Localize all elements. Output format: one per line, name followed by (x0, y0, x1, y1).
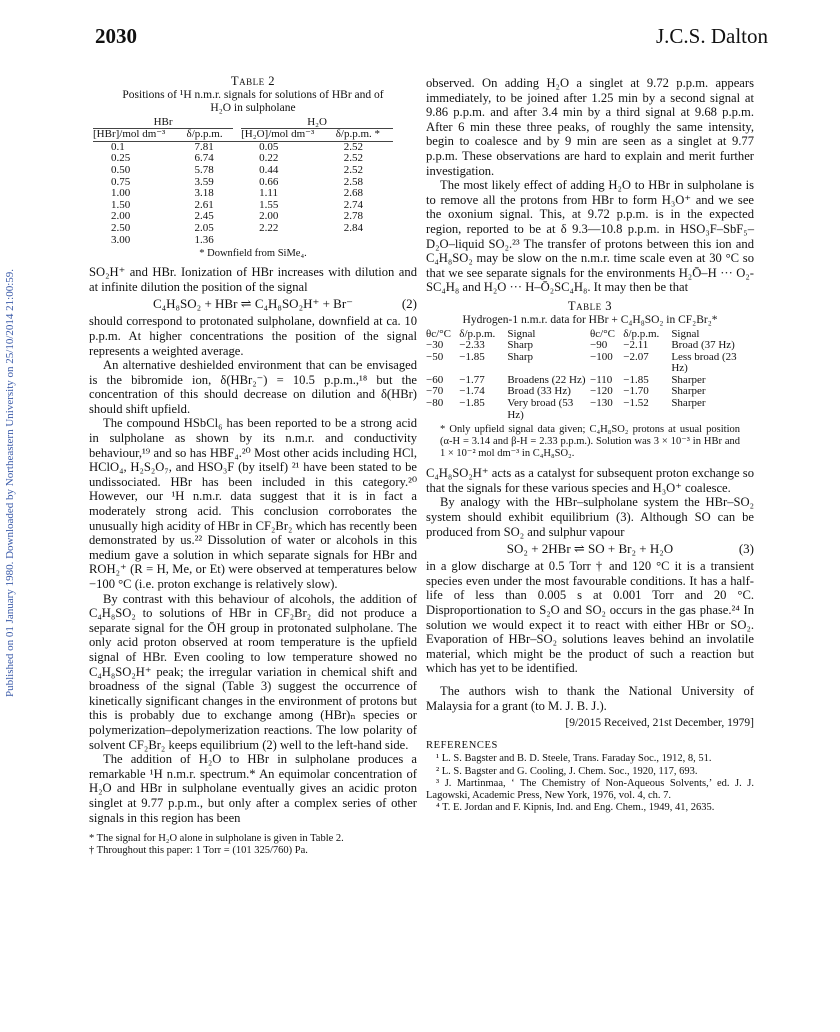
table2-caption: Positions of ¹H n.m.r. signals for solutions of HBr and of H₂O in sulpholane (122, 88, 384, 114)
table3-cell: −90 (589, 339, 608, 352)
spacer (233, 188, 241, 200)
spacer (233, 223, 241, 235)
spacer (233, 200, 241, 212)
table3-cell: −1.77 (459, 373, 485, 386)
spacer (233, 235, 241, 247)
table3-cell: Sharp (507, 339, 533, 352)
publication-note: Published on 01 January 1980. Downloaded by Northeastern University on 25/10/2014 21:00:59. (4, 268, 16, 698)
table3-cell: −130 (589, 397, 613, 410)
table2-cell: 2.00 (259, 210, 279, 223)
table3-cell: −30 (426, 339, 444, 352)
table3-cell: Very broad (53 Hz) (507, 397, 574, 421)
table3-row (426, 352, 754, 375)
table3-header: θc/°C (589, 327, 615, 340)
table3-cell: Broad (33 Hz) (507, 385, 571, 398)
left-para-4: The compound HSbCl₆ has been reported to be a strong acid in sulpholane as shown by its n.m.r. and conductivity behaviour,¹⁹ and so has HBF₄.²⁰ Most other acids including HCl, HClO₄, H₂S₂O₇, and HSO₃F (by itself) ²¹ have been stated to be undissociated. HBr has been included in this category.²⁰ However, our ¹H n.m.r. data suggest that it is in fact a moderately strong acid. This conclusion corroborates the unusually high acidity of HBr in CF₂Br₂ which has recently been demonstrated by us.²² Dissolution of water or alcohols in this medium gave a solution in which separate signals for HBr and ROH₂⁺ (R = H, Me, or Et) were observed at temperatures below −100 °C (i.e. proton exchange is relatively slow). (89, 416, 417, 591)
table2-cell: 2.05 (194, 221, 214, 234)
spacer (233, 177, 241, 189)
table2-cell: 1.36 (194, 233, 214, 246)
spacer (233, 153, 241, 165)
equation-2 (89, 296, 417, 312)
page-number: 2030 (95, 24, 137, 48)
references-list (426, 753, 754, 814)
left-para-3: An alternative deshielded environment that can be envisaged is the bibromide ion, δ(HBr₂⁻) = 10.5 p.p.m.,¹⁸ but the concentration of this should decrease on dilution and δ(HBr) should shift upfield. (89, 358, 417, 416)
equation-3-number: (3) (738, 541, 754, 557)
table2-cell: 1.55 (259, 198, 279, 211)
table2-footnote: * Downfield from SiMe₄. (199, 248, 307, 260)
table3-cell: −60 (426, 373, 444, 386)
left-para-5: By contrast with this behaviour of alcohols, the addition of C₄H₈SO₂ to solutions of HBr in CF₂Br₂ did not produce a separate signal for the ŌH group in protonated sulpholane. The only acid proton observed at room temperature is the upfield signal of HBr. Even cooling to low temperature showed no C₄H₈SO₂H⁺ peak; the irregular variation in chemical shift and broadness of the signal (Table 3) suggest the occurrence of kinetically significant changes in the environment of protons but this is probably due to exchange among (HBr)ₙ species or polymerization–depolymerization reactions. The low polarity of solvent CF₂Br₂ keeps equilibrium (2) well to the left-hand side. (89, 591, 417, 752)
table2-row (93, 165, 393, 177)
table2-cell: 2.68 (343, 187, 363, 200)
table2-cell: 0.22 (259, 152, 279, 165)
table2-cell: 0.50 (111, 163, 131, 176)
table2-col1: [HBr]/mol dm⁻³ (93, 128, 166, 141)
table2-cell: 0.05 (259, 140, 279, 153)
table3-cell: −1.85 (623, 373, 649, 386)
table3-cell: −120 (589, 385, 613, 398)
table3-cell: −2.07 (623, 350, 649, 363)
table3 (426, 329, 754, 422)
table3-cell: −80 (426, 397, 444, 410)
table2-cell: 0.75 (111, 175, 131, 188)
table3-row (426, 398, 754, 421)
spacer (233, 211, 241, 223)
left-para-1: SO₂H⁺ and HBr. Ionization of HBr increases with dilution and at infinite dilution the position of the signal (89, 265, 417, 294)
equation-3 (426, 541, 754, 557)
table3-caption: Hydrogen-1 n.m.r. data for HBr + C₄H₈SO₂ in CF₂Br₂* (462, 313, 718, 326)
table2-cell: 2.22 (259, 221, 279, 234)
right-para-1: observed. On adding H₂O a singlet at 9.72 p.p.m. appears immediately, to be joined after 1.25 min by a second signal at 9.86 p.p.m. and after 3.4 min by a third signal at 9.68 p.p.m. After 6 min these three peaks, of roughly the same intensity, begin to coalesce and by 9 min are seen as a singlet at 9.77 p.p.m. These observations are hard to explain and merit further investigation. (426, 76, 754, 178)
table2-cell: 2.00 (111, 210, 131, 223)
table2-cell: 1.50 (111, 198, 131, 211)
table3-cell: −100 (589, 350, 613, 363)
table2-cell (336, 235, 393, 247)
table3-cell: −2.33 (459, 339, 485, 352)
table2-cell (241, 235, 336, 247)
table2-col4: δ/p.p.m. * (335, 128, 380, 141)
table2-cell: 3.00 (111, 233, 131, 246)
table3-cell: Less broad (23 Hz) (671, 350, 737, 375)
table2-group-h2o: H₂O (241, 117, 393, 129)
spacer (233, 165, 241, 177)
table3-header: θc/°C (426, 327, 451, 340)
acknowledgement: The authors wish to thank the National University of Malaysia for a grant (to M. J. B. J.). (426, 683, 754, 713)
left-para-2: should correspond to protonated sulpholane, downfield at ca. 10 p.p.m. At higher concentrations the position of the signal represents a weighted average. (89, 314, 417, 358)
right-column (426, 76, 754, 814)
right-para-3: C₄H₈SO₂H⁺ acts as a catalyst for subsequent proton exchange so that the signals for these various species and H₃O⁺ coalesce. (426, 466, 754, 495)
table2-cell: 2.84 (343, 221, 363, 234)
table3-header: Signal (507, 327, 536, 340)
table2-cell: 2.58 (343, 175, 363, 188)
table3-cell: Broad (37 Hz) (671, 339, 735, 352)
left-para-6: The addition of H₂O to HBr in sulpholane produces a remarkable ¹H n.m.r. spectrum.* An equimolar concentration of H₂O and HBr in sulpholane eventually gives an acidic proton singlet at 9.77 p.p.m., but only after a complex series of other signals in this region has been (89, 752, 417, 825)
table2-cell: 2.50 (111, 221, 131, 234)
table3-cell: −110 (589, 373, 613, 386)
table3-header: δ/p.p.m. (459, 327, 496, 340)
publication-sidebar (2, 185, 18, 785)
table2-cell: 2.78 (343, 210, 363, 223)
table3-cell: Sharper (671, 385, 706, 398)
table2-row (93, 223, 393, 235)
reference-item: ³ J. Martinmaa, ‘ The Chemistry of Non-Aqueous Solvents,’ ed. J. J. Lagowski, Academic Press, New York, 1976, vol. 4, ch. 7. (426, 777, 754, 801)
table2-cell: 0.44 (259, 163, 279, 176)
table2-cell: 2.52 (343, 140, 363, 153)
journal-title: J.C.S. Dalton (655, 24, 768, 48)
equation-2-number: (2) (401, 296, 417, 312)
table3-cell: Sharp (507, 350, 533, 363)
table3-cell: −2.11 (623, 339, 649, 352)
references-heading: REFERENCES (426, 739, 498, 751)
reference-item: ² L. S. Bagster and G. Cooling, J. Chem. Soc., 1920, 117, 693. (436, 765, 698, 777)
right-para-2: The most likely effect of adding H₂O to HBr in sulpholane is to remove all the protons from HBr to form H₃O⁺ and we see the oxonium signal. This, at 9.72 p.p.m. is in the expected region, reported to be at δ 9.3—10.8 p.p.m. in HSO₃F–SbF₅–D₂O–liquid SO₂.²³ The transfer of protons between this ion and C₄H₈SO₂ may be slow on the n.m.r. time scale even at 30 °C so that we see separate signals for the environments H₂Ō–H ··· O₂-SC₄H₈ and H₂O ··· H–Ō₂SC₄H₈. It may then be that (426, 178, 754, 295)
table2-cell: 2.52 (343, 152, 363, 165)
table2-cell: 2.52 (343, 163, 363, 176)
table3-cell: −50 (426, 350, 444, 363)
right-para-4: By analogy with the HBr–sulpholane system the HBr–SO₂ system should exhibit equilibrium (3). Although SO can be produced from SO₂ and sulphur vapour (426, 495, 754, 539)
table2-cell: 2.45 (194, 210, 214, 223)
table3-cell: −1.70 (623, 385, 649, 398)
spacer (233, 141, 241, 153)
table3-cell: −70 (426, 385, 444, 398)
table3-cell: Sharper (671, 373, 706, 386)
table2-label: Table 2 (230, 74, 276, 88)
table3-cell: Broadens (22 Hz) (507, 373, 586, 386)
received-line: [9/2015 Received, 21st December, 1979] (565, 717, 754, 730)
table2-cell: 2.74 (343, 198, 363, 211)
table2-cell: 1.11 (259, 187, 278, 200)
table3-label: Table 3 (567, 298, 613, 313)
table2 (93, 117, 393, 247)
table3-header: Signal (671, 327, 700, 340)
table3-header: δ/p.p.m. (623, 327, 660, 340)
table2-cell: 1.00 (111, 187, 131, 200)
table2-row (93, 188, 393, 200)
table3-row (426, 340, 754, 352)
table2-col2: δ/p.p.m. (186, 128, 223, 141)
equation-3-text: SO₂ + 2HBr ⇌ SO + Br₂ + H₂O (506, 541, 674, 557)
reference-item: ⁴ T. E. Jordan and F. Kipnis, Ind. and Eng. Chem., 1949, 41, 2635. (436, 802, 715, 814)
left-footnotes (89, 833, 417, 857)
table2-cell: 7.81 (194, 140, 214, 153)
table2-cell: 0.66 (259, 175, 279, 188)
table3-footnote: * Only upfield signal data given; C₄H₈SO₂ protons at usual position (α-H = 3.14 and β-H = 2.33 p.p.m.). Solution was 3 × 10⁻³ in HBr and 1 × 10⁻² mol dm⁻³ in C₄H₈SO₂. (440, 424, 740, 460)
table2-row (93, 235, 393, 247)
table2-cell: 6.74 (194, 152, 214, 165)
footnote-1: * The signal for H₂O alone in sulpholane is given in Table 2. (89, 833, 344, 845)
table2-cell: 5.78 (194, 163, 214, 176)
equation-2-text: C₄H₈SO₂ + HBr ⇌ C₄H₈SO₂H⁺ + Br⁻ (152, 296, 354, 312)
right-para-5: in a glow discharge at 0.5 Torr † and 120 °C it is a transient species even under the most favourable conditions. It has a half-life of less than 0.005 s at 0.001 Torr and 20 °C. Disproportionation to S₂O and SO₂ occurs in the gas phase.²⁴ In solution we would expect it to react with either HBr or SO₂. Evaporation of HBr–SO₂ solutions leaves behind an involatile material, which might be the product of such a reaction but which has yet to be identified. (426, 559, 754, 676)
table2-cell: 3.59 (194, 175, 214, 188)
table2-col3: [H₂O]/mol dm⁻³ (241, 128, 315, 141)
reference-item: ¹ L. S. Bagster and B. D. Steele, Trans. Faraday Soc., 1912, 8, 51. (436, 753, 712, 765)
left-column (89, 74, 417, 857)
table3-cell: −1.74 (459, 385, 485, 398)
table2-group-hbr: HBr (93, 117, 233, 129)
table2-cell: 3.18 (194, 187, 214, 200)
table3-cell: −1.85 (459, 397, 485, 410)
footnote-2: † Throughout this paper: 1 Torr = (101 325/760) Pa. (89, 845, 308, 857)
table3-cell: −1.52 (623, 397, 649, 410)
table2-cell: 2.61 (194, 198, 214, 211)
table2-cell: 0.25 (111, 152, 131, 165)
table2-cell: 0.1 (111, 140, 125, 153)
table3-cell: Sharper (671, 397, 706, 410)
table3-cell: −1.85 (459, 350, 485, 363)
